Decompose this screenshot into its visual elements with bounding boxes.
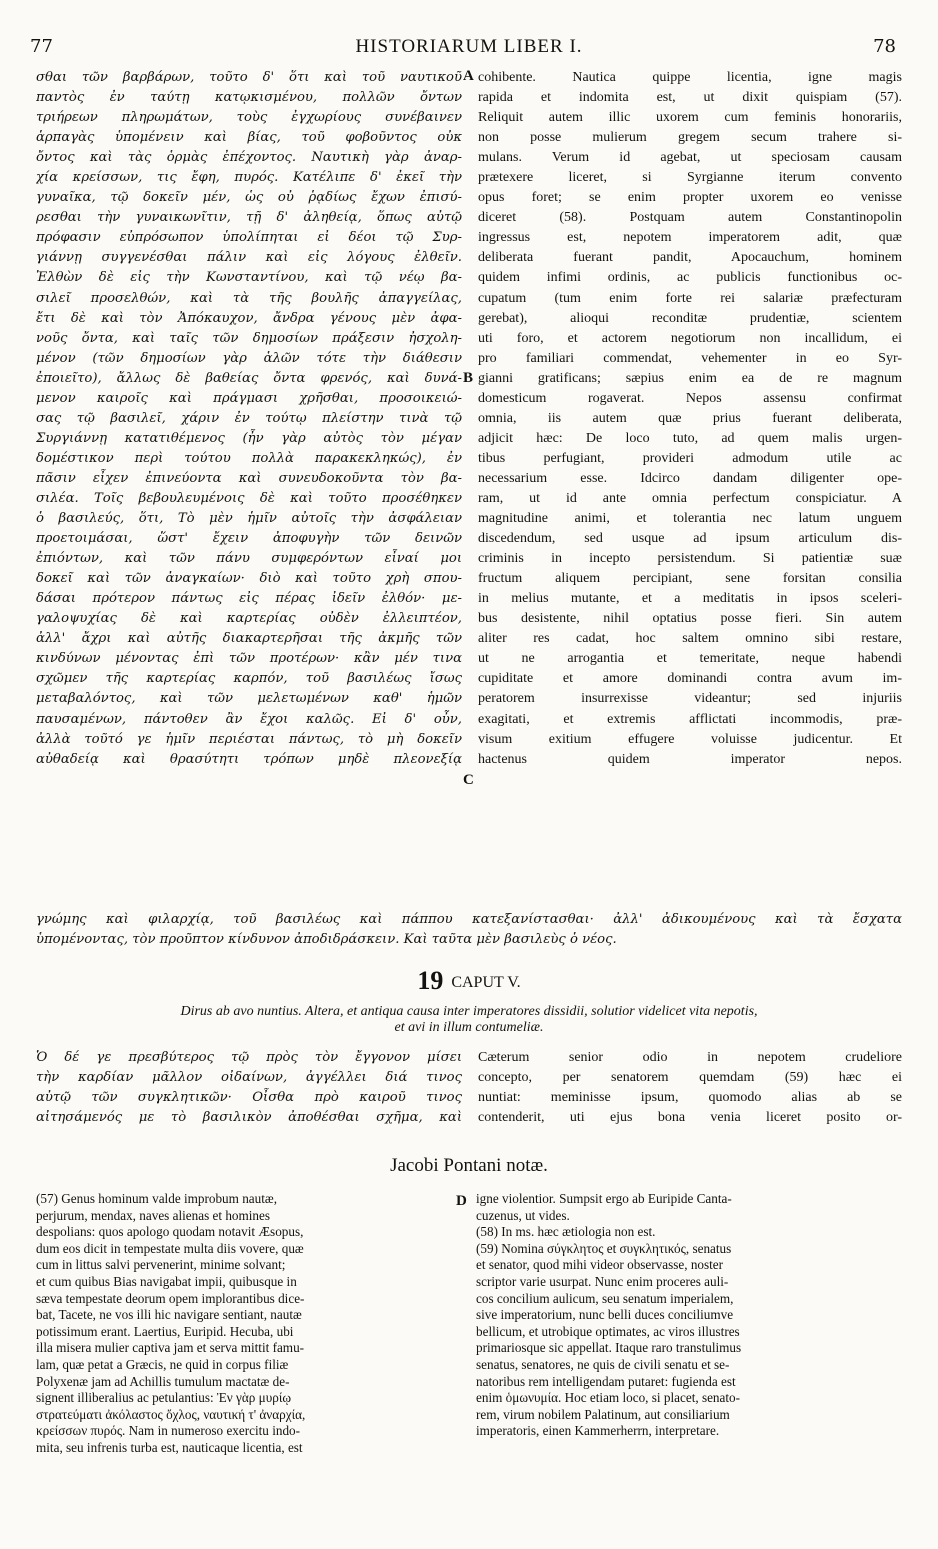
greek-text-column [36, 68, 462, 770]
margin-mark-a: A [463, 68, 474, 84]
greek-line: ἔτι δὲ καὶ τὸν Ἀπόκαυχον, ἄνδρα γένους μὲν ἀφα- [36, 310, 462, 326]
latin-line: gerebat), alioqui reconditæ prudentiæ, scientem [478, 310, 902, 326]
page-number-right: 78 [873, 36, 896, 57]
chapter-number: 19 [417, 966, 444, 995]
greek-line: ἀλλὰ τοῦτό γε ἡμῖν περιέσται πάντως, τὸ μὴ δοκεῖν [36, 731, 462, 747]
latin-line: ingressus est, nepotem imperatorem adit, quæ [478, 230, 902, 246]
greek-line: παντὸς ἐν ταύτῃ κατῳκισμένου, πολλῶν ὄντων [36, 90, 462, 106]
latin-line: Reliquit autem illic uxorem cum feminis honorariis, [478, 110, 902, 126]
summary-line: Dirus ab avo nuntius. Altera, et antiqua causa inter imperatores dissidii, solutior videlicet vita nepotis, [180, 1004, 758, 1019]
note-line: perjurum, mendax, naves alienas et homines [36, 1207, 271, 1223]
greek-line: σιλέα. Τοῖς βεβουλευμένοις δὲ καὶ τοῦτο προσέθηκεν [36, 490, 462, 506]
note-line: illa misera mulier captiva jam et serva mittit famu- [36, 1340, 305, 1356]
notes-left-column [36, 1191, 446, 1457]
note-line: et cum quibus Bias navigabat impii, quibusque in [36, 1273, 297, 1289]
greek-line: γιάννῃ συγγενέσθαι πάλιν καὶ εἰς λόγους ἐλθεῖν. [36, 250, 462, 266]
note-line: sive imperatorium, nunc belli duces conciliumve [476, 1307, 734, 1323]
greek-line: αἰτησάμενός με τὸ βασιλικὸν ἀποθέσθαι σχῆμα, καὶ [36, 1110, 462, 1126]
greek-line: σας τῷ βασιλεῖ, χάριν ἐν τούτῳ πλείστην τινὰ τῷ [36, 410, 462, 426]
chapter-summary [36, 1004, 902, 1036]
note-line: κρείσσων πυρός. Nam in numeroso exercitu indo- [36, 1423, 301, 1439]
greek-line: σθαι τῶν βαρβάρων, τοῦτο δ' ὅτι καὶ τοῦ ναυτικοῦ [36, 70, 462, 85]
note-line: despolians: quos apologo quodam notavit Æsopus, [36, 1224, 304, 1240]
latin-line: quidem infimi ordinis, ac publicis functionibus oc- [478, 270, 902, 286]
greek-full-width-lines [36, 910, 902, 950]
latin-line: cupiditate et amore dominandi contra avum im- [478, 671, 902, 687]
note-line: scriptor varie usurpat. Nunc enim proceres auli- [476, 1273, 729, 1289]
latin-line: non posse mulierum gregem secum trahere si- [478, 130, 902, 146]
latin-line: contenderit, uti ejus bona venia liceret posito or- [478, 1110, 902, 1126]
latin-text-column [478, 68, 902, 770]
latin-line: magnitudine animi, et tolerantia nec latum unguem [478, 511, 902, 527]
latin-line: cupatum (tum enim forte rei salariæ præfecturam [478, 290, 902, 306]
greek-line: νοῦς ὄντα, καὶ ταῖς τῶν δημοσίων πράξεσιν ἠσχολη- [36, 330, 462, 346]
greek-line: δάσαι πρότερον πάντως εἰς πέρας ἰδεῖν ἐλθόν· με- [36, 591, 462, 607]
note-line: signent illiberalius ac petulantius: Ἐν γὰρ μυρίῳ [36, 1390, 292, 1406]
greek-line: πρόφασιν εὐπρόσωπον ὑπολίπηται εἰ δέοι τῷ Συρ- [36, 230, 462, 246]
greek-line: Ἐλθὼν δὲ εἰς τὴν Κωνσταντίνου, καὶ τῷ νέῳ βα- [36, 270, 462, 286]
note-line: enim ὁμωνυμία. Hoc etiam loco, si placet, senato- [476, 1390, 741, 1406]
latin-line: deliberata fuerant pandit, Apocauchum, hominem [478, 250, 902, 266]
latin-line: gianni gratificans; sæpius enim ea de re magnum [478, 370, 902, 386]
note-line: cum in littus salvi pervenerint, minime solvant; [36, 1257, 286, 1273]
greek-line: ἁρπαγὰς ὑπομένειν καὶ βίας, τοῦ φοβοῦντος οὐκ [36, 130, 462, 146]
note-line: et senator, quod mihi videor observasse, noster [476, 1257, 724, 1273]
latin-line: mulans. Verum id agebat, ut speciosam causam [478, 150, 902, 166]
greek-line: μένον (τῶν δημοσίων γὰρ ἁλῶν τότε τὴν διάθεσιν [36, 350, 462, 366]
latin-line: ram, ut id ante omnia perfectum conspiciatur. A [478, 490, 902, 506]
latin-line: peratorem insurrexisse videantur; sed injuriis [478, 691, 902, 707]
note-line: mita, seu infrenis turba est, nauticaque licentia, est [36, 1439, 303, 1455]
latin-line: adjicit hæc: De loco tuto, ad quem malis urgen- [478, 430, 902, 446]
latin-line: exagitati, et extremis afflictati incommodis, præ- [478, 711, 902, 727]
note-line: cuzenus, ut vides. [476, 1207, 570, 1223]
latin-line: tibus perfugiant, provideri admodum utile ac [478, 450, 902, 466]
latin-line: fructum aliquem percipiant, sene forsitan consilia [478, 571, 902, 587]
latin-line: aliter res cadat, hoc saltem omnino sibi restare, [478, 631, 902, 647]
margin-mark-d: D [456, 1193, 467, 1209]
latin-line: nuntiat: meminisse ipsum, quomodo alias ab se [478, 1090, 902, 1106]
latin-line: pro familiari commendat, vehementer in eo Syr- [478, 350, 902, 366]
latin-line: uti foro, et actorem negotiorum non incallidum, ei [478, 330, 902, 346]
greek-text-column-2 [36, 1048, 462, 1128]
latin-line: diceret (58). Postquam autem Constantinopolin [478, 210, 902, 226]
greek-line: Συργιάννῃ κατατιθέμενος (ἦν γὰρ αὐτὸς τὸν μέγαν [36, 430, 462, 446]
greek-line: σχῶμεν τῆς καρτερίας καρπόν, τοῦ βασιλέως ἴσως [36, 671, 462, 687]
note-line: dum eos dicit in tempestate multa diis vovere, quæ [36, 1240, 304, 1256]
greek-line: γνώμης καὶ φιλαρχίᾳ, τοῦ βασιλέως καὶ πάππου κατεξανίστασθαι· ἀλλ' ἀδικουμένους καὶ τὰ ἔσχατα [36, 912, 902, 927]
greek-line: τριήρεων πληρωμάτων, τοὺς ἐγχωρίους συνέβαινεν [36, 110, 462, 126]
running-header [0, 36, 938, 60]
greek-line: τὴν καρδίαν μᾶλλον οἰδαίνων, ἀγγέλλει διά τινος [36, 1070, 462, 1086]
greek-line: παυσαμένων, πάντοθεν ἂν ἔχοι καλῶς. Εἰ δ' οὖν, [36, 711, 462, 727]
note-line: sæva tempestate deorum opem implorantibus dice- [36, 1290, 305, 1306]
running-title: HISTORIARUM LIBER I. [355, 36, 583, 57]
latin-line: prætexere liceret, si Syrgianne iterum convento [478, 170, 902, 186]
greek-line: μεταβαλόντος, καὶ τῶν μελετωμένων καθ' ἡμῶν [36, 691, 462, 707]
note-line: cos concilium aulicum, seu senatum imperialem, [476, 1290, 734, 1306]
greek-line: Ὁ δέ γε πρεσβύτερος τῷ πρὸς τὸν ἔγγονον μίσει [36, 1050, 462, 1065]
notes-heading: Jacobi Pontani notæ. [390, 1155, 548, 1176]
latin-line: criminis in incepto persistendum. Si patientiæ suæ [478, 551, 902, 567]
margin-mark-b: B [463, 370, 474, 386]
greek-line: αὐτῷ τῶν συγκλητικῶν· Οἶσθα πρὸ καιροῦ τινος [36, 1090, 462, 1106]
greek-line: ρεσθαι τὴν γυναικωνῖτιν, τῇ δ' ἀληθείᾳ, ὅπως αὐτῷ [36, 210, 462, 226]
margin-mark-c: C [463, 772, 474, 788]
note-line: natoribus rem intelligendam putaret: fugienda est [476, 1373, 736, 1389]
greek-line: ἀλλ' ἄχρι καὶ αὐτῆς διακαρτερῆσαι τῆς ἀκμῆς τῶν [36, 631, 462, 647]
greek-line: ὁ βασιλεύς, ὅτι, Τὸ μὲν ἡμῖν αὐτοῖς τὴν ἀσφάλειαν [36, 511, 462, 527]
note-line: primariosque sic appellat. Itaque raro transtulimus [476, 1340, 742, 1356]
notes-right-column [476, 1191, 902, 1440]
greek-line: ἐποιεῖτο), ἄλλως δὲ βαθείας ὄντα φρενός, καὶ δυνά- [36, 370, 462, 386]
note-line: rem, virum nobilem Palatinum, aut consiliarium [476, 1406, 730, 1422]
summary-line: et avi in illum contumeliæ. [394, 1020, 544, 1035]
chapter-title: CAPUT V. [451, 974, 521, 991]
greek-line: ὑπομένοντας, τὸν προῦπτον κίνδυνον ἀποδιδράσκειν. Καὶ ταῦτα μὲν βασιλεὺς ὁ νέος. [36, 932, 617, 947]
greek-line: πᾶσιν εἶχεν ἐπινεύοντα καὶ συνευδοκοῦντα τὸν βα- [36, 470, 462, 486]
note-line: (59) Nomina σύγκλητος et συγκλητικός, senatus [476, 1240, 732, 1256]
note-line: igne violentior. Sumpsit ergo ab Euripide Canta- [476, 1191, 732, 1206]
greek-line: χία κρείσσων, τις ἔφη, πυρός. Κατέλιπε δ' ἐκεῖ τὴν [36, 170, 462, 186]
greek-line: γαλοψυχίας δὲ καὶ καρτερίας οὐδὲν ἐλλειπτέον, [36, 611, 462, 627]
note-line: (58) In ms. hæc ætiologia non est. [476, 1224, 656, 1240]
latin-line: necessarium esse. Idcirco dandam diligenter ope- [478, 470, 902, 486]
note-line: bat, Tacete, ne vos illi hic navigare sentiant, nautæ [36, 1307, 302, 1323]
note-line: στρατεύματι ἀκόλαστος ὄχλος, ναυτική τ' ἀναρχία, [36, 1406, 306, 1422]
latin-text-column-2 [478, 1048, 902, 1128]
latin-line: cohibente. Nautica quippe licentia, igne magis [478, 70, 902, 85]
greek-line: αὐθαδείᾳ καὶ θρασύτητι τρόπων μηδὲ πλεονεξίᾳ [36, 751, 462, 767]
latin-line: rapida et indomita est, ut dixit quispiam (57). [478, 90, 902, 106]
latin-line: visum exitium effugere voluisse judicentur. Et [478, 731, 902, 747]
note-line: lam, quæ petat a Græcis, ne quid in corpus filiæ [36, 1356, 289, 1372]
page-number-left: 77 [30, 36, 53, 57]
note-line: potissimum erant. Laertius, Euripid. Hecuba, ubi [36, 1323, 294, 1339]
note-line: imperatoris, einen Kammerherrn, interpretare. [476, 1423, 720, 1439]
greek-line: προετοιμάσαι, ὥστ' ἔχειν ἀποφυγὴν τῶν δεινῶν [36, 531, 462, 547]
note-line: (57) Genus hominum valde improbum nautæ, [36, 1191, 278, 1206]
greek-line: κινδύνων μένοντας ἐπὶ τῶν προτέρων· κἂν μέν τινα [36, 651, 462, 667]
greek-line: σιλεῖ προσελθών, καὶ τὰ τῆς βουλῆς ἀπαγγείλας, [36, 290, 462, 306]
latin-line: bus desistente, nihil optatius posse fieri. Sin autem [478, 611, 902, 627]
note-line: Polyxenæ jam ad Achillis tumulum mactatæ de- [36, 1373, 290, 1389]
chapter-heading [0, 966, 938, 996]
latin-line: domesticum rogaverat. Nepos assensu confirmat [478, 390, 902, 406]
note-line: bellicum, et utrobique optimates, ac viros illustres [476, 1323, 740, 1339]
latin-line: hactenus quidem imperator nepos. [478, 751, 902, 767]
greek-line: δοκεῖ καὶ τῶν ἀναγκαίων· διὸ καὶ τοῦτο χρὴ σπου- [36, 571, 462, 587]
note-line: senatus, senatores, ne quis de civili senatu et se- [476, 1356, 730, 1372]
latin-line: discedendum, sed usque ad ipsum articulum dis- [478, 531, 902, 547]
greek-line: ὄντος καὶ τὰς ὁρμὰς ἐπέχοντος. Ναυτικὴ γὰρ ἀναρ- [36, 150, 462, 166]
latin-line: in melius mutante, et a meditatis in ipsos sceleri- [478, 591, 902, 607]
greek-line: μενον καιροῖς καὶ πράγμασι χρῆσθαι, προσοικειώ- [36, 390, 462, 406]
greek-line: δομέστικον περὶ τούτου πολλὰ παρακεκληκώς), ἐν [36, 450, 462, 466]
greek-line: ἐπιόντων, καὶ τῶν πάνυ συμφερόντων εἶναί μοι [36, 551, 462, 567]
greek-line: γυναῖκα, τῷ δοκεῖν μέν, ὡς οὐ ῥᾳδίως ἔχων ἐπισύ- [36, 190, 462, 206]
latin-line: concepto, per senatorem quemdam (59) hæc ei [478, 1070, 902, 1086]
latin-line: ut ne arrogantia et temeritate, neque habendi [478, 651, 902, 667]
latin-line: opus foret; se enim propter uxorem eo venisse [478, 190, 902, 206]
latin-line: Cæterum senior odio in nepotem crudeliore [478, 1050, 902, 1065]
latin-line: omnia, iis autem quæ prius fuerant deliberata, [478, 410, 902, 426]
